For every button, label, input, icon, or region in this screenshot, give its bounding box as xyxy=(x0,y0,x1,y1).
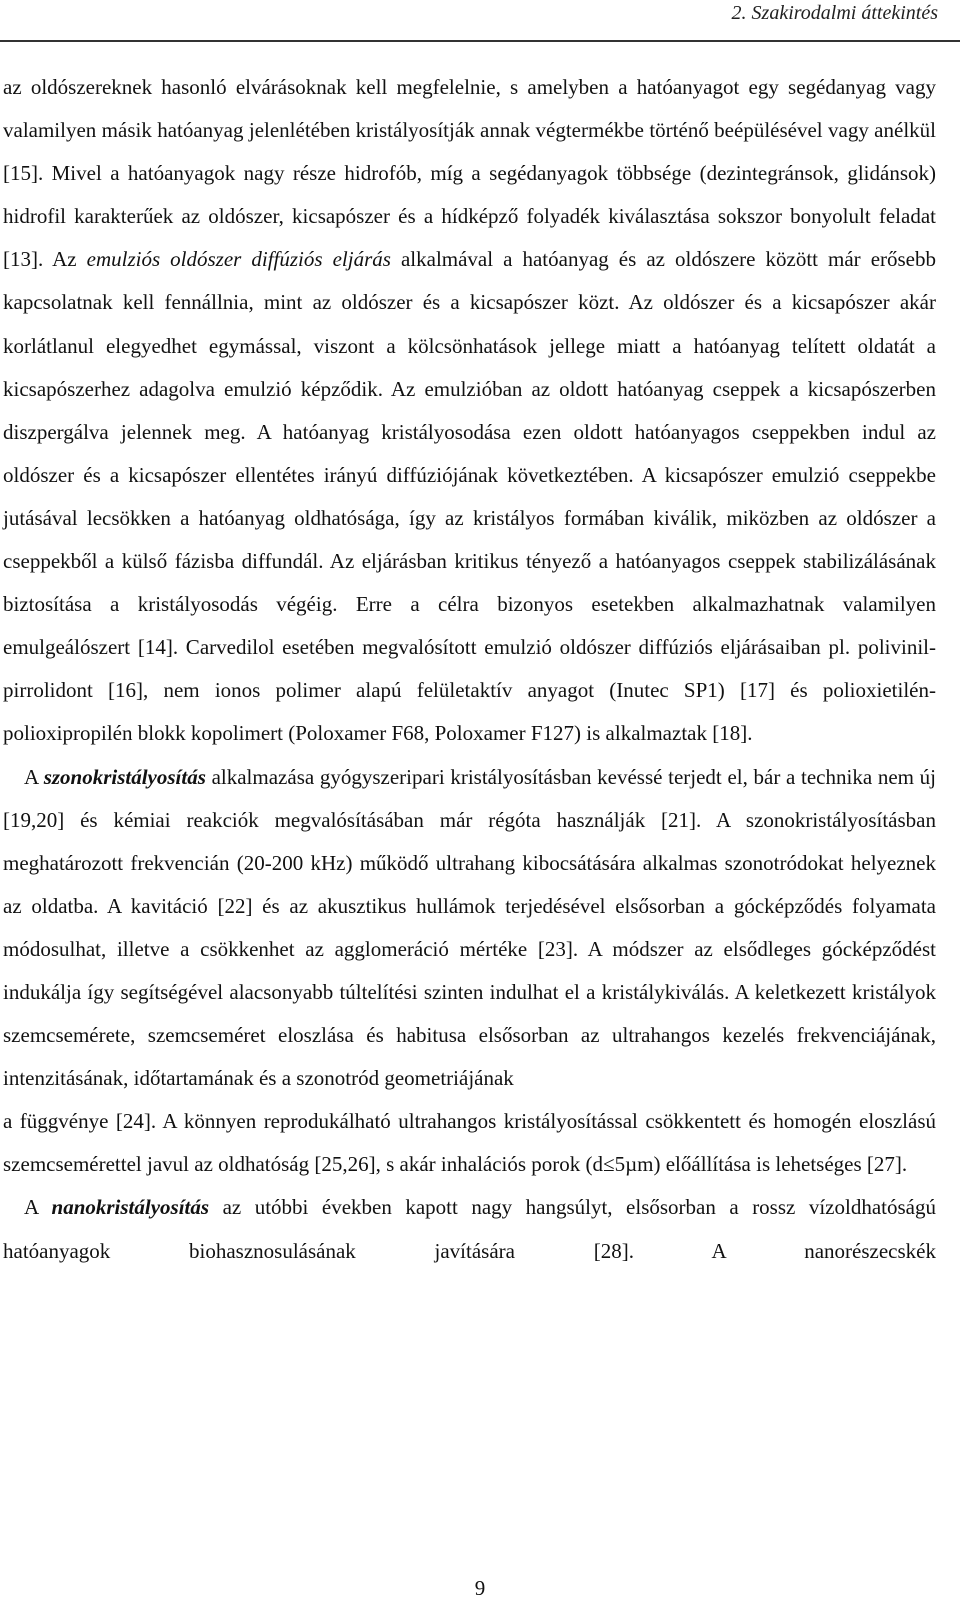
paragraph-nanocrystallization xyxy=(3,1186,936,1272)
paragraph-text: A xyxy=(24,764,44,789)
paragraph-text: A xyxy=(24,1195,52,1220)
paragraph-text: alkalmazása gyógyszeripari kristályosításban kevéssé terjedt el, bár a technika nem új [19,20] és kémiai reakciók megvalósításában már régóta használják [21]. A szonokristályosításban meghatározott frekvencián (20-200 kHz) működő ultrahang kibocsátására alkalmas szonotródokat helyeznek az oldatba. A kavitáció [22] és az akusztikus hullámok terjedésével elsősorban a gócképződés folyamata módosulhat, illetve a csökkenhet az agglomeráció mértéke [23]. A módszer az elsődleges gócképződést indukálja így segítségével alacsonyabb túltelítési szinten indulhat el a kristálykiválás. A keletkezett kristályok szemcsemérete, szemcseméret eloszlása és habitusa elsősorban az ultrahangos kezelés frekvenciájának, intenzitásának, időtartamának és a szonotród geometriájának xyxy=(3,764,936,1091)
paragraph-sonocrystallization xyxy=(3,756,936,1101)
bold-italic-term: szonokristályosítás xyxy=(43,764,206,789)
running-header: 2. Szakirodalmi áttekintés xyxy=(731,2,938,24)
document-body xyxy=(3,66,936,1273)
paragraph-sonocrystallization-cont xyxy=(3,1100,936,1186)
header-rule xyxy=(0,40,960,42)
italic-term: emulziós oldószer diffúziós eljárás xyxy=(86,247,391,272)
paragraph-text: az oldószereknek hasonló elvárásoknak kell megfelelnie, s amelyben a hatóanyagot egy segédanyag vagy valamilyen másik hatóanyag jelenlétében kristályosítják annak végtermékbe történő beépülésével vagy anélkül [15]. Mivel a hatóanyagok nagy része hidrofób, míg a segédanyagok többsége (dezintegránsok, glidánsok) hidrofil karakterűek az oldószer, kicsapószer és a hídképző folyadék kiválasztása sokszor bonyolult feladat [13]. Az xyxy=(3,75,936,272)
paragraph-text: alkalmával a hatóanyag és az oldószere között már erősebb kapcsolatnak kell fennállnia, mint az oldószer és a kicsapószer közt. Az oldószer és a kicsapószer akár korlátlanul elegyedhet egymással, viszont a kölcsönhatások jellege miatt a hatóanyag telített oldatát a kicsapószerhez adagolva emulzió képződik. Az emulzióban az oldott hatóanyag cseppek a kicsapószerben diszpergálva jelennek meg. A hatóanyag kristályosodása ezen oldott hatóanyagos cseppekben indul az oldószer és a kicsapószer ellentétes irányú diffúziójának következtében. A kicsapószer emulzió cseppekbe jutásával lecsökken a hatóanyag oldhatósága, így az kristályos formában kiválik, miközben az oldószer a cseppekből a külső fázisba diffundál. Az eljárásban kritikus tényező a hatóanyagos cseppek stabilizálásának biztosítása a kristályosodás végéig. Erre a célra bizonyos esetekben alkalmazhatnak valamilyen emulgeálószert [14]. Carvedilol esetében megvalósított emulzió oldószer diffúziós eljárásaiban pl. polivinil-pirrolidont [16], nem ionos polimer alapú felületaktív anyagot (Inutec SP1) [17] és polioxietilén-polioxipropilén blokk kopolimert (Poloxamer F68, Poloxamer F127) is alkalmaztak [18]. xyxy=(3,247,936,746)
bold-italic-term: nanokristályosítás xyxy=(51,1195,210,1220)
paragraph-text: az utóbbi években kapott nagy hangsúlyt, elsősorban a rossz vízoldhatóságú hatóanyagok biohasznosulásának javítására [28]. A nanorészecskék xyxy=(3,1195,936,1263)
paragraph-emulsion xyxy=(3,66,936,756)
page-number: 9 xyxy=(474,1576,486,1600)
paragraph-text: a függvénye [24]. A könnyen reprodukálható ultrahangos kristályosítással csökkentett és homogén eloszlású szemcsemérettel javul az oldhatóság [25,26], s akár inhalációs porok (d≤5µm) előállítása is lehetséges [27]. xyxy=(3,1109,936,1177)
